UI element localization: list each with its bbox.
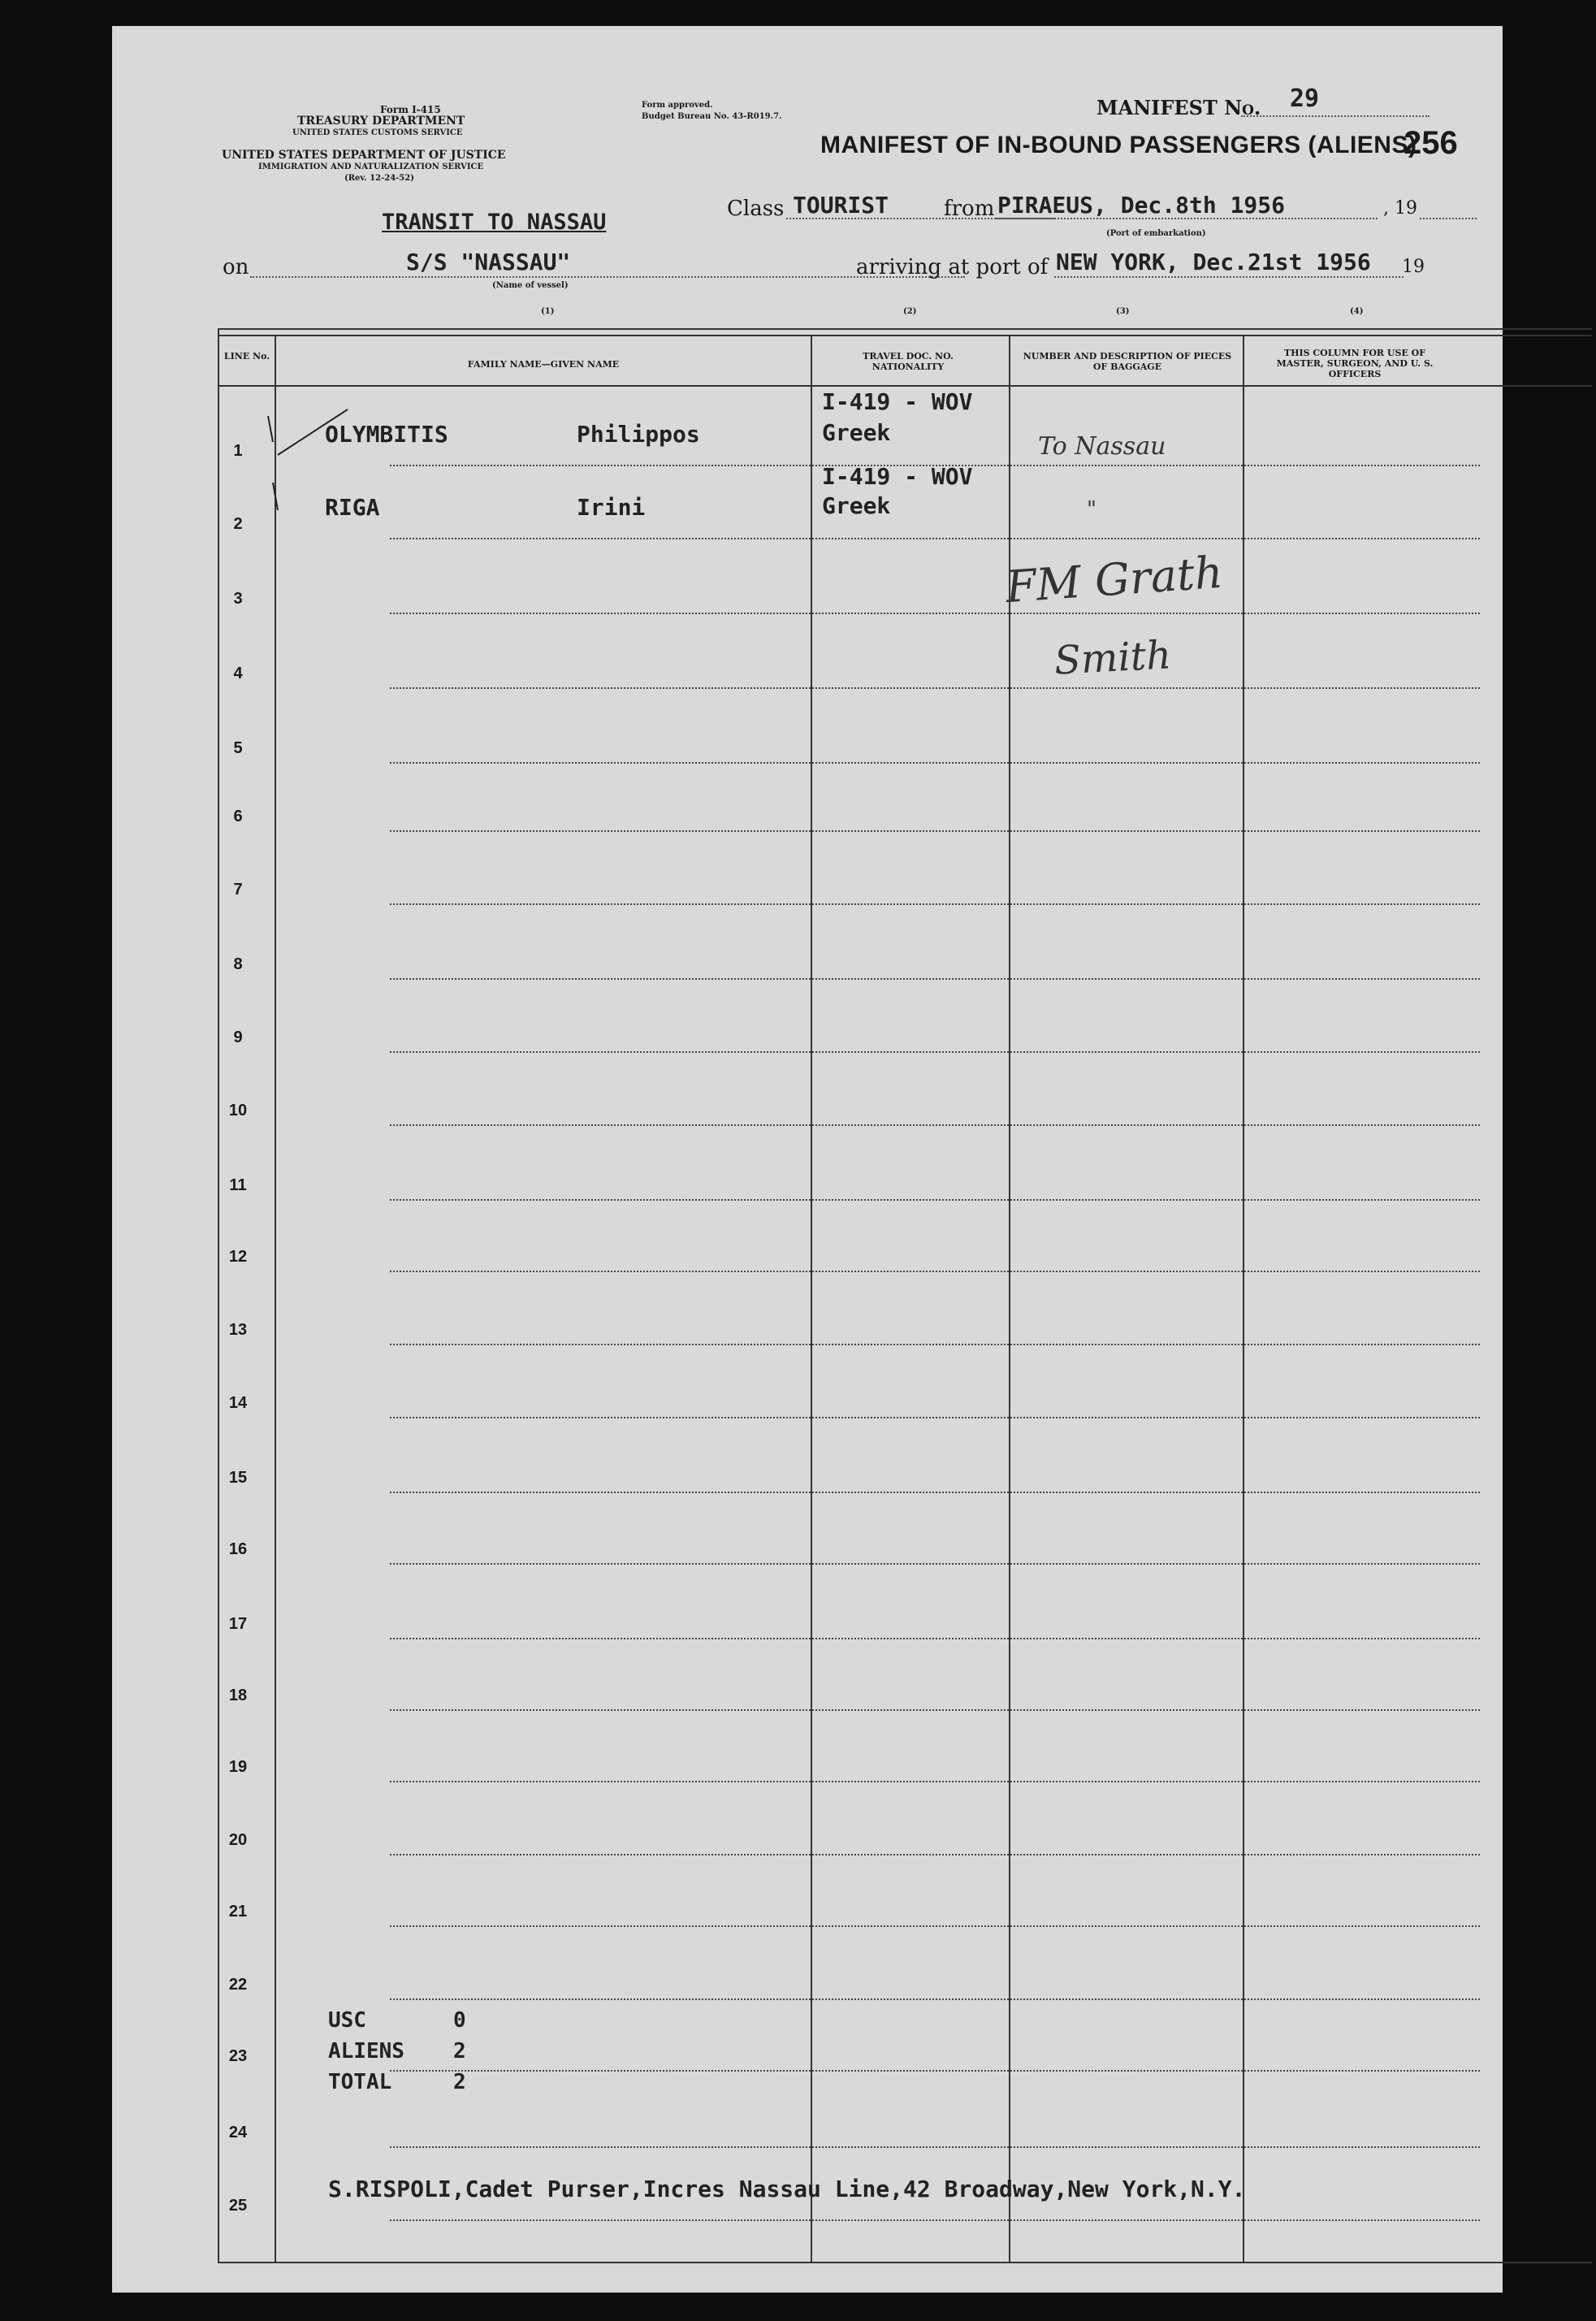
class-value: TOURIST: [793, 192, 889, 219]
line-number: 21: [228, 1903, 248, 1920]
manifest-sheet: [112, 26, 1503, 2293]
usc-value: 0: [453, 2008, 466, 2033]
arriving-label: arriving at port of: [856, 255, 1049, 279]
row-line: [390, 978, 1480, 980]
check-marks-icon: [250, 392, 364, 522]
line-number: 14: [228, 1394, 248, 1412]
line-number: 16: [228, 1540, 248, 1558]
row-line: [390, 687, 1480, 689]
col-divider-doc: [1009, 335, 1010, 2262]
vessel-caption: (Name of vessel): [492, 281, 569, 290]
manifest-number-line: [1241, 115, 1429, 117]
line-number: 2: [233, 515, 243, 533]
line-number: 8: [233, 955, 243, 973]
port-embarkation-caption: (Port of embarkation): [1106, 229, 1206, 238]
row-line: [390, 1925, 1480, 1927]
passenger-2-family: RIGA: [325, 494, 380, 521]
line-number: 23: [228, 2047, 248, 2065]
table-bottom-border: [218, 2262, 1592, 2263]
line-number: 19: [228, 1758, 248, 1776]
transit-label: TRANSIT TO NASSAU: [382, 210, 607, 235]
line-number: 25: [228, 2197, 248, 2215]
aliens-label: ALIENS: [328, 2039, 404, 2063]
arriving-value: NEW YORK, Dec.21st 1956: [1056, 249, 1371, 275]
from-value: PIRAEUS, Dec.8th 1956: [997, 192, 1286, 219]
passenger-2-baggage: ": [1087, 497, 1096, 522]
table-left-border: [218, 328, 219, 2263]
row-line: [390, 613, 1480, 614]
line-number: 12: [228, 1248, 248, 1266]
manifest-number-label: MANIFEST No.: [1096, 96, 1261, 119]
line-number: 1: [233, 442, 243, 460]
passenger-1-nationality: Greek: [822, 419, 891, 446]
row-line: [390, 2070, 1480, 2072]
line-number: 18: [228, 1687, 248, 1704]
year-suffix: , 19: [1383, 198, 1417, 219]
form-approved: Form approved.: [642, 101, 713, 110]
line-number: 9: [233, 1028, 243, 1046]
line-number: 20: [228, 1831, 248, 1849]
row-line: [390, 1781, 1480, 1782]
line-number: 11: [229, 1176, 247, 1194]
manifest-number: 29: [1290, 84, 1320, 113]
col-3-number: (3): [1116, 307, 1130, 316]
line-number: 7: [233, 881, 243, 899]
col-2-number: (2): [903, 307, 917, 316]
passenger-2-given: Irini: [577, 494, 646, 521]
treasury-label: TREASURY DEPARTMENT: [297, 115, 465, 128]
line-number: 4: [233, 665, 243, 682]
row-line: [390, 1344, 1480, 1345]
passenger-1-family: OLYMBITIS: [325, 421, 448, 448]
row-line: [390, 1854, 1480, 1856]
line-number: 6: [233, 808, 243, 825]
col-divider-line: [275, 335, 276, 2262]
line-number: 17: [228, 1615, 248, 1633]
row-line: [390, 2146, 1480, 2148]
ins-label: IMMIGRATION AND NATURALIZATION SERVICE: [258, 162, 484, 171]
year-line: [1420, 218, 1477, 219]
aliens-value: 2: [453, 2039, 466, 2063]
header-name: FAMILY NAME—GIVEN NAME: [467, 359, 620, 370]
table-top-border-2: [218, 335, 1592, 336]
col-divider-name: [811, 335, 812, 2262]
from-label: from: [944, 197, 995, 221]
on-label: on: [223, 255, 249, 279]
passenger-1-doc: I-419 - WOV: [822, 388, 973, 415]
passenger-2-doc: I-419 - WOV: [822, 463, 973, 490]
row-line: [390, 1638, 1480, 1639]
header-officers: THIS COLUMN FOR USE OF MASTER, SURGEON, AND U. S. OFFICERS: [1276, 348, 1434, 379]
line-number: 15: [228, 1469, 248, 1487]
table-header-bottom: [218, 385, 1592, 387]
purser-signature-line: S.RISPOLI,Cadet Purser,Incres Nassau Line,42 Broadway,New York,N.Y.: [328, 2176, 1246, 2202]
line-number: 22: [228, 1976, 248, 1994]
col-4-number: (4): [1350, 307, 1364, 316]
col-divider-baggage: [1243, 335, 1244, 2262]
signature-2: Smith: [1053, 632, 1173, 684]
row-line: [390, 1998, 1480, 2000]
row-line: [390, 1709, 1480, 1711]
row-line: [390, 1417, 1480, 1418]
total-label: TOTAL: [328, 2070, 392, 2094]
signature-1: FM Grath: [1004, 546, 1225, 613]
usc-label: USC: [328, 2008, 366, 2033]
row-line: [390, 830, 1480, 832]
row-line: [390, 903, 1480, 905]
vessel-name: S/S "NASSAU": [406, 249, 571, 275]
header-baggage: NUMBER AND DESCRIPTION OF PIECES OF BAGGAGE: [1023, 351, 1232, 372]
total-value: 2: [453, 2070, 466, 2094]
class-label: Class: [727, 197, 785, 221]
customs-label: UNITED STATES CUSTOMS SERVICE: [292, 128, 463, 137]
justice-label: UNITED STATES DEPARTMENT OF JUSTICE: [222, 149, 506, 162]
row-line: [390, 1492, 1480, 1493]
header-line-no: LINE No.: [223, 351, 270, 362]
rev-label: (Rev. 12-24-52): [344, 174, 414, 183]
line-number: 13: [228, 1321, 248, 1339]
line-number: 10: [228, 1102, 248, 1119]
row-line: [390, 1563, 1480, 1565]
page-title: MANIFEST OF IN-BOUND PASSENGERS (ALIENS): [820, 132, 1417, 158]
form-number: Form I-415: [380, 104, 441, 115]
row-line: [390, 1051, 1480, 1053]
page-number: 256: [1404, 125, 1458, 161]
budget-bureau: Budget Bureau No. 43-R019.7.: [642, 112, 782, 121]
arriving-line: [1054, 276, 1404, 278]
passenger-1-given: Philippos: [577, 421, 700, 448]
header-travel-doc: TRAVEL DOC. NO. NATIONALITY: [863, 351, 954, 372]
line-number: 5: [233, 739, 243, 757]
line-number: 3: [233, 590, 243, 608]
row-line: [390, 1124, 1480, 1126]
row-line: [390, 1199, 1480, 1201]
row-line: [390, 538, 1480, 539]
passenger-1-baggage: To Nassau: [1038, 432, 1166, 461]
row-line: [390, 1271, 1480, 1272]
table-top-border: [218, 328, 1592, 330]
year-suffix-2: 19: [1402, 257, 1425, 277]
line-number: 24: [228, 2124, 248, 2141]
passenger-2-nationality: Greek: [822, 492, 891, 519]
row-line: [390, 2219, 1480, 2221]
col-1-number: (1): [541, 307, 555, 316]
row-line: [390, 762, 1480, 764]
